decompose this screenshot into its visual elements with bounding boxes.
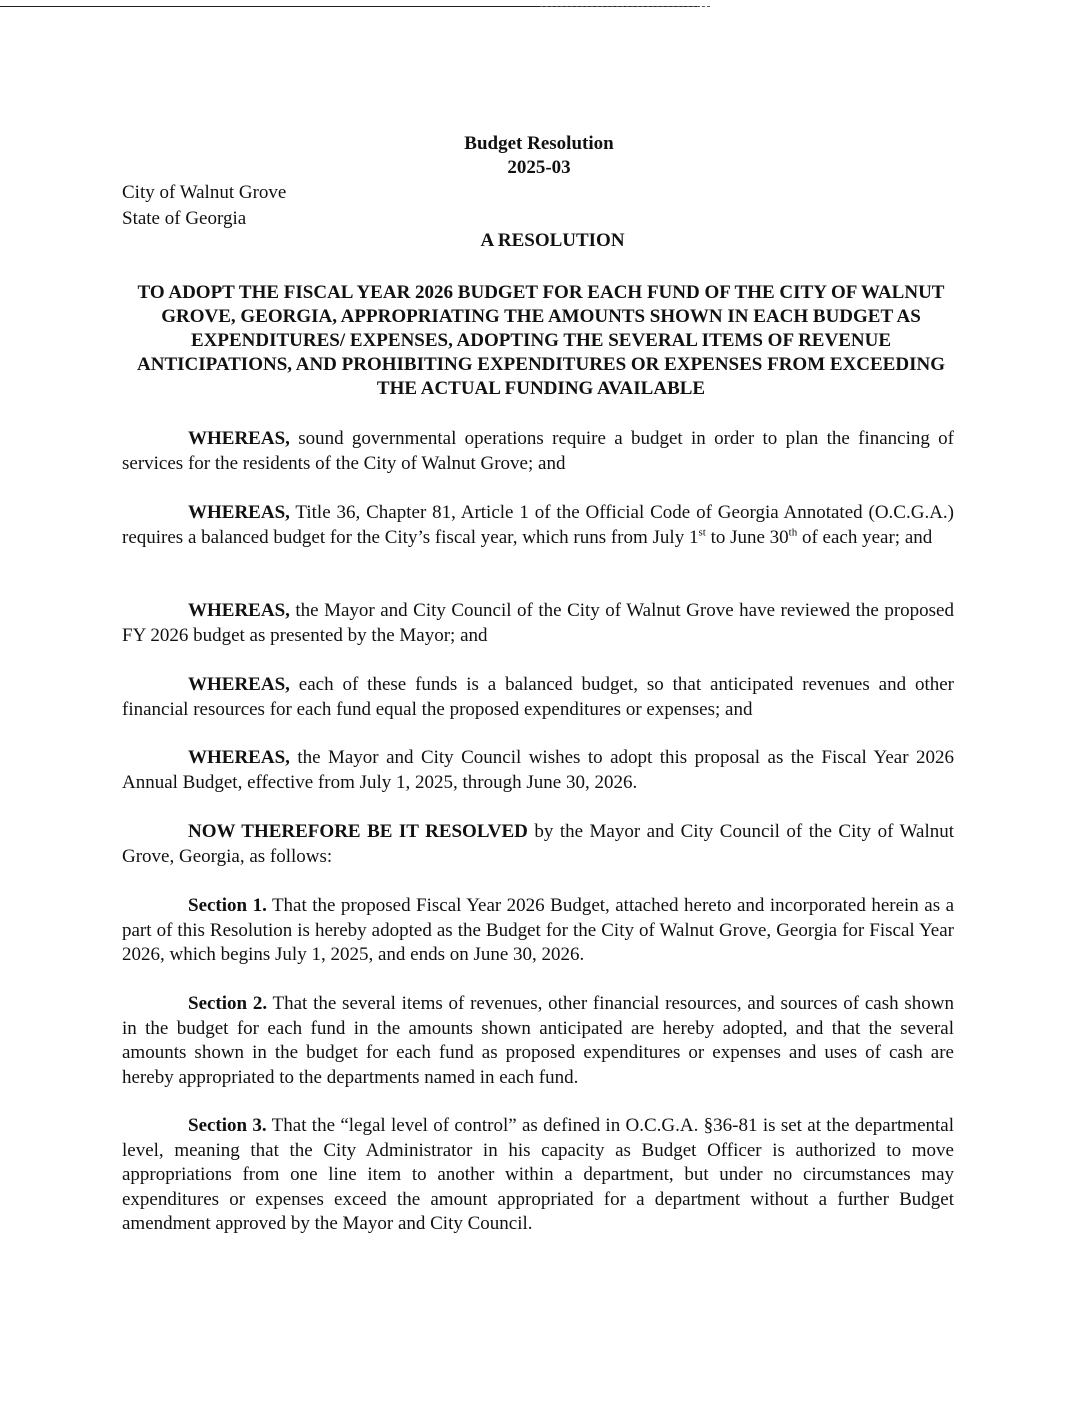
paragraph-lead: Section 1. (188, 895, 267, 916)
location-block (122, 180, 286, 232)
paragraph-lead: WHEREAS, (188, 428, 290, 449)
resolution-number: 2025-03 (507, 157, 571, 178)
whereas-paragraph-1 (122, 427, 954, 476)
superscript: st (698, 526, 706, 539)
paragraph-text: of each year; and (797, 526, 933, 548)
paragraph-lead: NOW THEREFORE BE IT RESOLVED (188, 821, 528, 842)
paragraph-text: That the proposed Fiscal Year 2026 Budget, attached hereto and incorporated herein as a part of this Resolution is hereby adopted as the Budget for the City of Walnut Grove, Georgia for Fiscal Year 2026, which begins July 1, 2025, and ends on June 30, 2026. (122, 895, 954, 966)
paragraph-text: the Mayor and City Council of the City of Walnut Grove have reviewed the proposed FY 2026 budget as presented by the Mayor; and (122, 600, 954, 646)
whereas-paragraph-5 (122, 746, 954, 795)
superscript: th (788, 526, 798, 539)
paragraph-lead: WHEREAS, (188, 674, 290, 695)
section-1-paragraph (122, 894, 954, 968)
whereas-paragraph-3 (122, 599, 954, 648)
paragraph-text: Title 36, Chapter 81, Article 1 of the Official Code of Georgia Annotated (O.C.G.A.) requires a balanced budget for the City’s fiscal year, which runs from July 1 (122, 502, 954, 548)
paragraph-text: to June 30 (705, 526, 789, 548)
resolution-heading-text: A RESOLUTION (480, 230, 625, 251)
paragraph-text: That the several items of revenues, other financial resources, and sources of cash shown in the budget for each fund in the amounts shown anticipated are hereby adopted, and that the several amounts shown in the budget for each fund as proposed expenditures or expenses and uses of cash are hereby appropriated to the departments named in each fund. (122, 993, 954, 1088)
paragraph-lead: Section 2. (188, 993, 268, 1014)
scan-top-border-dash (540, 6, 710, 7)
paragraph-text: sound governmental operations require a budget in order to plan the financing of services for the residents of the City of Walnut Grove; and (122, 428, 954, 474)
document-title: Budget Resolution (464, 133, 614, 154)
whereas-paragraph-4 (122, 673, 954, 722)
paragraph-text: each of these funds is a balanced budget, so that anticipated revenues and other financial resources for each fund equal the proposed expenditures or expenses; and (122, 674, 954, 720)
city-name: City of Walnut Grove (122, 182, 287, 203)
paragraph-text: That the “legal level of control” as defined in O.C.G.A. §36-81 is set at the departmental level, meaning that the City Administrator in his capacity as Budget Officer is authorized to move appropriations from one line item to another within a department, but under no circumstances may expenditures or expenses exceed the amount appropriated for a department without a further Budget amendment approved by the Mayor and City Council. (122, 1115, 954, 1235)
resolution-caption: TO ADOPT THE FISCAL YEAR 2026 BUDGET FOR EACH FUND OF THE CITY OF WALNUT GROVE, GEORGIA, APPROPRIATING THE AMOUNTS SHOWN IN EACH BUDGET AS EXPENDITURES/ EXPENSES, ADOPTING THE SEVERAL ITEMS OF REVENUE ANTICIPATIONS, AND PROHIBITING EXPENDITURES OR EXPENSES FROM EXCEEDING THE ACTUAL FUNDING AVAILABLE (137, 282, 945, 399)
paragraph-lead: Section 3. (188, 1115, 267, 1136)
state-name: State of Georgia (122, 208, 247, 229)
resolution-heading (0, 230, 1079, 252)
section-2-paragraph (122, 992, 954, 1090)
paragraph-text: by the Mayor and City Council of the City of Walnut Grove, Georgia, as follows: (122, 821, 954, 867)
whereas-paragraph-2 (122, 501, 954, 550)
paragraph-text: the Mayor and City Council wishes to adopt this proposal as the Fiscal Year 2026 Annual Budget, effective from July 1, 2025, through June 30, 2026. (122, 747, 954, 793)
paragraph-lead: WHEREAS, (188, 600, 290, 621)
section-3-paragraph (122, 1114, 954, 1237)
paragraph-lead: WHEREAS, (188, 502, 290, 523)
resolved-paragraph (122, 820, 954, 869)
paragraph-lead: WHEREAS, (188, 747, 290, 768)
